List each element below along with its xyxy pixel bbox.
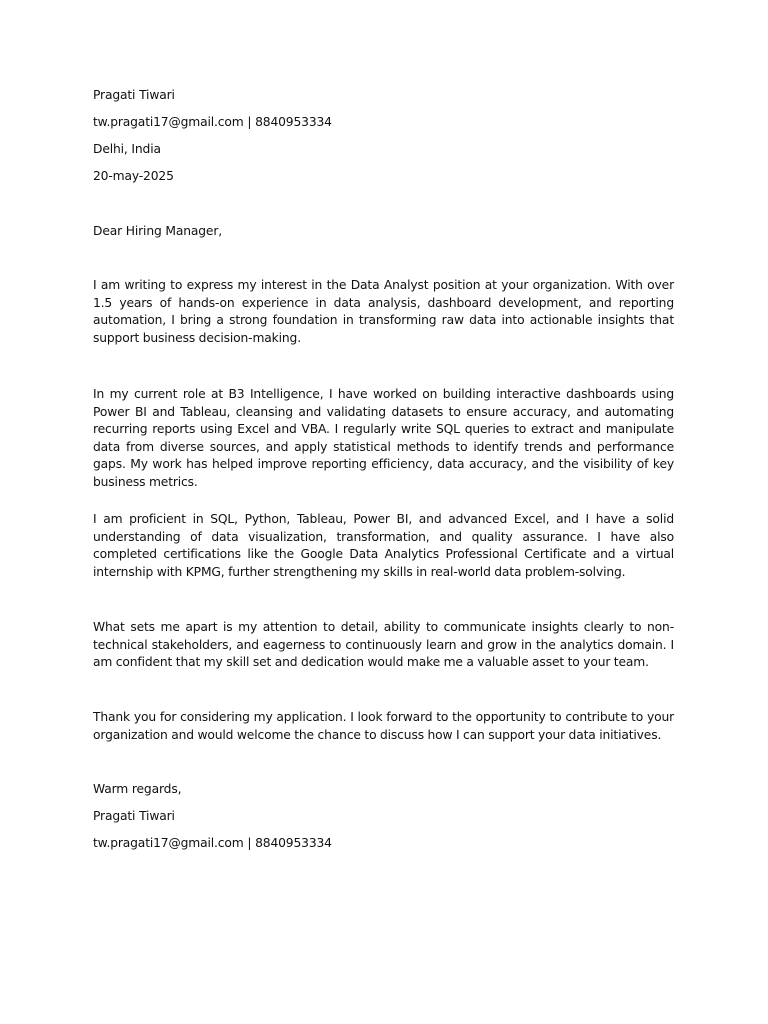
salutation: Dear Hiring Manager,: [93, 224, 222, 238]
paragraph-skills: I am proficient in SQL, Python, Tableau, Power BI, and advanced Excel, and I have a solid understanding of data visualization, transformation, and quality assurance. I have also completed certifications like the Google Data Analytics Professional Certificate and a virtual internship with KPMG, further strengthening my skills in real-world data problem-solving.: [93, 512, 674, 579]
sender-location: Delhi, India: [93, 142, 161, 156]
paragraph-thanks: Thank you for considering my application. I look forward to the opportunity to contribute to your organization and would welcome the chance to discuss how I can support your data initiatives.: [93, 710, 674, 742]
paragraph-strengths: What sets me apart is my attention to detail, ability to communicate insights clearly to non-technical stakeholders, and eagerness to continuously learn and grow in the analytics domain. I am confident that my skill set and dedication would make me a valuable asset to your team.: [93, 620, 674, 670]
paragraph-current-role: In my current role at B3 Intelligence, I have worked on building interactive dashboards using Power BI and Tableau, cleansing and validating datasets to ensure accuracy, and automating recurring reports using Excel and VBA. I regularly write SQL queries to extract and manipulate data from diverse sources, and apply statistical methods to identify trends and performance gaps. My work has helped improve reporting efficiency, data accuracy, and the visibility of key business metrics.: [93, 387, 674, 489]
paragraph-intro: I am writing to express my interest in the Data Analyst position at your organization. With over 1.5 years of hands-on experience in data analysis, dashboard development, and reporting automation, I bring a strong foundation in transforming raw data into actionable insights that support business decision-making.: [93, 278, 674, 345]
sender-contact: tw.pragati17@gmail.com | 8840953334: [93, 115, 332, 129]
signature-name: Pragati Tiwari: [93, 809, 175, 823]
letter-date: 20-may-2025: [93, 169, 174, 183]
sender-name: Pragati Tiwari: [93, 88, 175, 102]
signature-contact: tw.pragati17@gmail.com | 8840953334: [93, 836, 332, 850]
valediction: Warm regards,: [93, 782, 182, 796]
